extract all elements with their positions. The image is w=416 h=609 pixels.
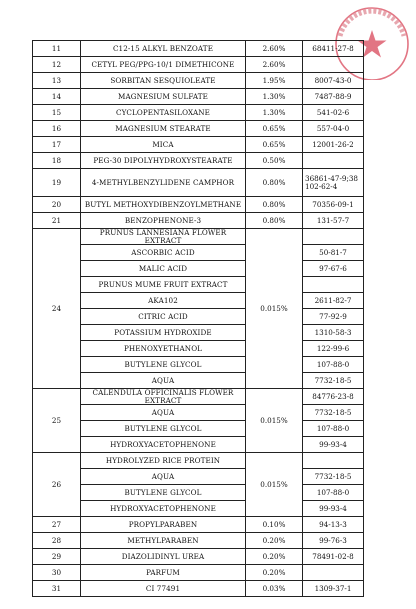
ingredient-name: CITRIC ACID [81, 309, 246, 325]
row-number: 31 [33, 581, 81, 597]
ingredient-name: C12-15 ALKYL BENZOATE [81, 41, 246, 57]
cas-number: 122-99-6 [303, 341, 364, 357]
row-number: 21 [33, 213, 81, 229]
row-number: 28 [33, 533, 81, 549]
table-row [33, 169, 364, 197]
table-row [33, 389, 364, 405]
ingredient-percent: 0.80% [246, 169, 303, 197]
table-row [33, 293, 364, 309]
cas-number: 50-81-7 [303, 245, 364, 261]
row-number: 13 [33, 73, 81, 89]
ingredient-name: PRUNUS LANNESIANA FLOWER EXTRACT [81, 229, 246, 245]
ingredient-name: BENZOPHENONE-3 [81, 213, 246, 229]
ingredient-percent: 1.95% [246, 73, 303, 89]
table-row [33, 341, 364, 357]
table-row [33, 581, 364, 597]
ingredient-name: BUTYLENE GLYCOL [81, 357, 246, 373]
cas-number: 7487-88-9 [303, 89, 364, 105]
row-number: 17 [33, 137, 81, 153]
ingredient-percent: 0.20% [246, 533, 303, 549]
ingredient-percent: 0.80% [246, 213, 303, 229]
table-row [33, 245, 364, 261]
cas-number: 84776-23-8 [303, 389, 364, 405]
ingredient-name: HYDROXYACETOPHENONE [81, 501, 246, 517]
ingredient-percent: 0.65% [246, 137, 303, 153]
ingredient-percent: 0.10% [246, 517, 303, 533]
table-row [33, 73, 364, 89]
ingredient-name: CALENDULA OFFICINALIS FLOWER EXTRACT [81, 389, 246, 405]
cas-number: 7732-18-5 [303, 373, 364, 389]
table-row [33, 469, 364, 485]
table-row [33, 485, 364, 501]
ingredient-name: HYDROLYZED RICE PROTEIN [81, 453, 246, 469]
row-number: 18 [33, 153, 81, 169]
ingredient-name: CETYL PEG/PPG-10/1 DIMETHICONE [81, 57, 246, 73]
ingredient-percent: 0.015% [246, 389, 303, 453]
row-number: 29 [33, 549, 81, 565]
table-row [33, 357, 364, 373]
ingredient-name: DIAZOLIDINYL UREA [81, 549, 246, 565]
row-number: 27 [33, 517, 81, 533]
ingredient-percent: 0.015% [246, 229, 303, 389]
cas-number: 7732-18-5 [303, 405, 364, 421]
table-row [33, 277, 364, 293]
cas-number: 97-67-6 [303, 261, 364, 277]
ingredient-name: PARFUM [81, 565, 246, 581]
ingredient-percent: 1.30% [246, 105, 303, 121]
table-row [33, 453, 364, 469]
cas-number: 107-88-0 [303, 357, 364, 373]
table-row [33, 121, 364, 137]
table-row [33, 325, 364, 341]
cas-number: 1310-58-3 [303, 325, 364, 341]
ingredient-percent: 0.50% [246, 153, 303, 169]
ingredient-percent: 0.80% [246, 197, 303, 213]
row-number: 25 [33, 389, 81, 453]
table-row [33, 533, 364, 549]
table-row [33, 549, 364, 565]
ingredient-table [32, 40, 364, 597]
table-row [33, 105, 364, 121]
cas-number: 78491-02-8 [303, 549, 364, 565]
table-row [33, 501, 364, 517]
cas-number: 94-13-3 [303, 517, 364, 533]
ingredient-name: BUTYLENE GLYCOL [81, 485, 246, 501]
cas-number: 7732-18-5 [303, 469, 364, 485]
ingredient-percent: 0.03% [246, 581, 303, 597]
row-number: 20 [33, 197, 81, 213]
ingredient-name: HYDROXYACETOPHENONE [81, 437, 246, 453]
ingredient-percent: 2.60% [246, 57, 303, 73]
table-row [33, 41, 364, 57]
cas-number: 70356-09-1 [303, 197, 364, 213]
row-number: 14 [33, 89, 81, 105]
cas-number: 99-76-3 [303, 533, 364, 549]
cas-number: 2611-82-7 [303, 293, 364, 309]
cas-number: 131-57-7 [303, 213, 364, 229]
ingredient-name: MAGNESIUM SULFATE [81, 89, 246, 105]
ingredient-percent: 1.30% [246, 89, 303, 105]
cas-number: 99-93-4 [303, 501, 364, 517]
ingredient-name: SORBITAN SESQUIOLEATE [81, 73, 246, 89]
ingredient-name: PROPYLPARABEN [81, 517, 246, 533]
table-row [33, 405, 364, 421]
table-row [33, 89, 364, 105]
row-number: 12 [33, 57, 81, 73]
ingredient-name: MICA [81, 137, 246, 153]
cas-number [303, 453, 364, 469]
ingredient-name: CI 77491 [81, 581, 246, 597]
table-row [33, 213, 364, 229]
row-number: 30 [33, 565, 81, 581]
ingredient-name: AKA102 [81, 293, 246, 309]
table-row [33, 153, 364, 169]
ingredient-percent: 0.015% [246, 453, 303, 517]
cas-number: 107-88-0 [303, 421, 364, 437]
cas-number: 557-04-0 [303, 121, 364, 137]
row-number: 15 [33, 105, 81, 121]
table-row [33, 229, 364, 245]
ingredient-name: ASCORBIC ACID [81, 245, 246, 261]
ingredient-percent: 2.60% [246, 41, 303, 57]
ingredient-name: PRUNUS MUME FRUIT EXTRACT [81, 277, 246, 293]
cas-number: 12001-26-2 [303, 137, 364, 153]
ingredient-name: MALIC ACID [81, 261, 246, 277]
ingredient-name: METHYLPARABEN [81, 533, 246, 549]
ingredient-name: MAGNESIUM STEARATE [81, 121, 246, 137]
ingredient-name: PHENOXYETHANOL [81, 341, 246, 357]
table-row [33, 57, 364, 73]
cas-number: 77-92-9 [303, 309, 364, 325]
ingredient-percent: 0.20% [246, 565, 303, 581]
cas-number: 68411-27-8 [303, 41, 364, 57]
cas-number: 36861-47-9;38102-62-4 [303, 169, 364, 197]
row-number: 16 [33, 121, 81, 137]
ingredient-name: 4-METHYLBENZYLIDENE CAMPHOR [81, 169, 246, 197]
ingredient-percent: 0.65% [246, 121, 303, 137]
row-number: 24 [33, 229, 81, 389]
cas-number [303, 57, 364, 73]
table-row [33, 261, 364, 277]
ingredient-name: CYCLOPENTASILOXANE [81, 105, 246, 121]
ingredient-name: AQUA [81, 469, 246, 485]
ingredient-name: BUTYLENE GLYCOL [81, 421, 246, 437]
cas-number [303, 565, 364, 581]
ingredient-name: PEG-30 DIPOLYHYDROXYSTEARATE [81, 153, 246, 169]
table-row [33, 373, 364, 389]
table-row [33, 517, 364, 533]
ingredient-name: AQUA [81, 405, 246, 421]
cas-number: 8007-43-0 [303, 73, 364, 89]
row-number: 11 [33, 41, 81, 57]
cas-number: 99-93-4 [303, 437, 364, 453]
ingredient-name: POTASSIUM HYDROXIDE [81, 325, 246, 341]
table-row [33, 197, 364, 213]
cas-number: 1309-37-1 [303, 581, 364, 597]
row-number: 26 [33, 453, 81, 517]
table-row [33, 421, 364, 437]
cas-number [303, 153, 364, 169]
cas-number [303, 277, 364, 293]
ingredient-name: AQUA [81, 373, 246, 389]
table-row [33, 565, 364, 581]
cas-number: 107-88-0 [303, 485, 364, 501]
ingredient-name: BUTYL METHOXYDIBENZOYLMETHANE [81, 197, 246, 213]
row-number: 19 [33, 169, 81, 197]
cas-number: 541-02-6 [303, 105, 364, 121]
ingredient-percent: 0.20% [246, 549, 303, 565]
table-row [33, 137, 364, 153]
cas-number [303, 229, 364, 245]
table-row [33, 437, 364, 453]
table-row [33, 309, 364, 325]
